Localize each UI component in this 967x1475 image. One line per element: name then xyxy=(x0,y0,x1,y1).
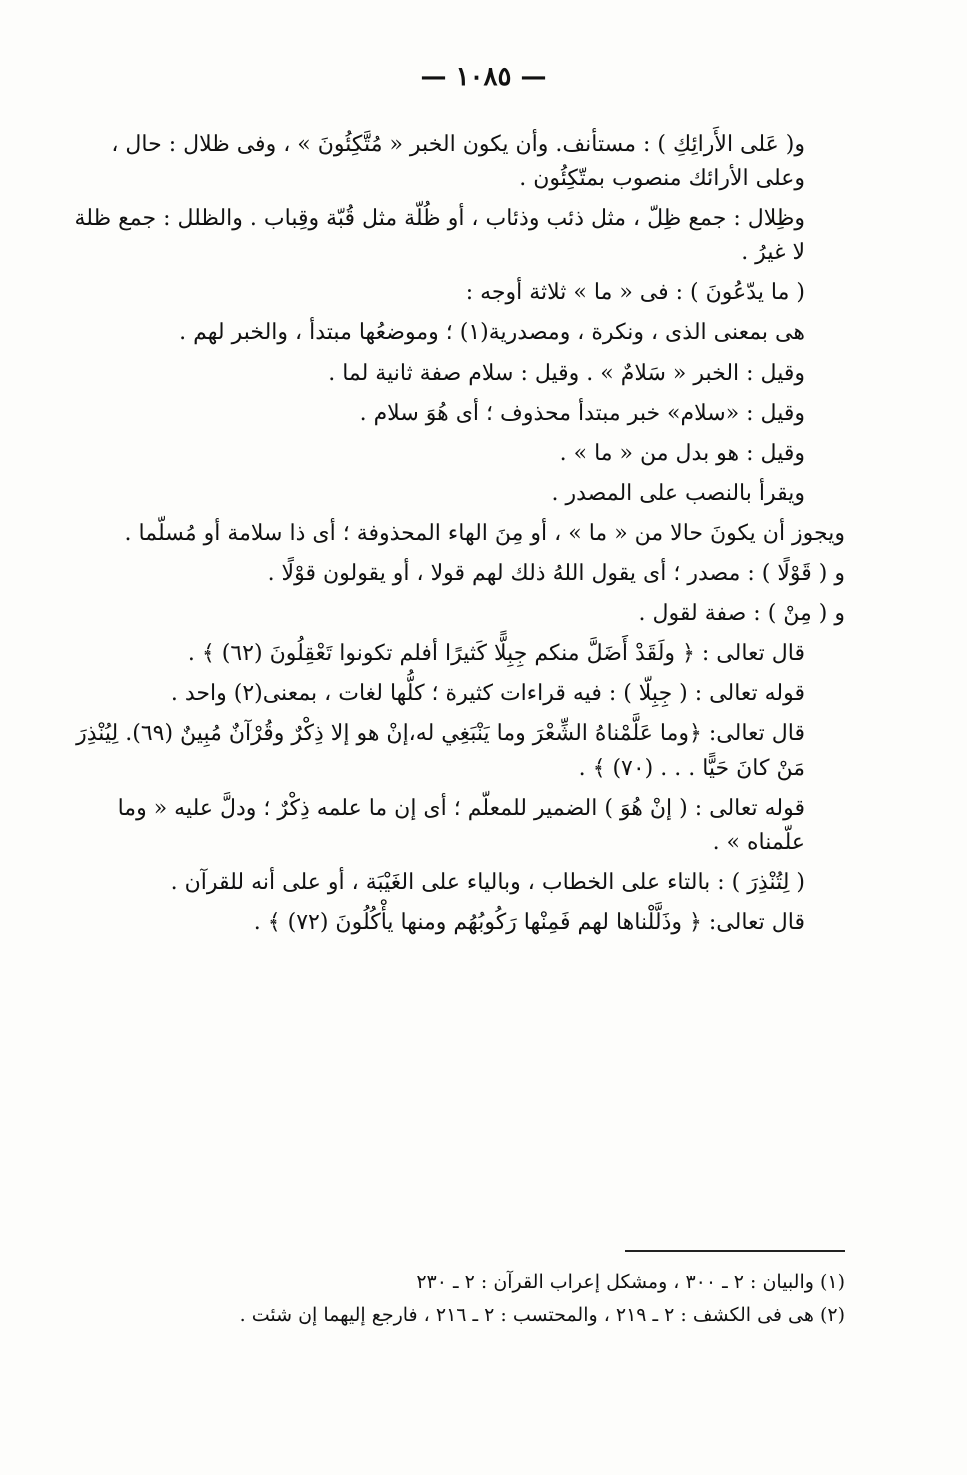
main-text xyxy=(70,128,845,940)
page-number: — ١٠٨٥ — xyxy=(420,62,547,92)
paragraph-8: ويقرأ بالنصب على المصدر . xyxy=(551,480,805,506)
paragraph-16: ( لِتُنْذِرَ ) : بالتاء على الخطاب ، وبالياء على الغَيْبَة ، أو على أنه للقرآن . xyxy=(170,869,805,895)
footnote-2: (٢) هى فى الكشف : ٢ ـ ٢١٩ ، والمحتسب : ٢ ـ ٢١٦ ، فارجع إليهما إن شئت . xyxy=(239,1304,845,1327)
footnote-separator xyxy=(625,1250,845,1252)
paragraph-4: هى بمعنى الذى ، ونكرة ، ومصدرية(١) ؛ وموضعُها مبتدأ ، والخبر لهم . xyxy=(179,320,805,346)
footnote-1: (١) والبيان : ٢ ـ ٣٠٠ ، ومشكل إعراب القرآن : ٢ ـ ٢٣٠ xyxy=(416,1271,845,1293)
paragraph-9: ويجوز أن يكونَ حالا من « ما » ، أو مِنَ الهاء المحذوفة ؛ أى ذا سلامة أو مُسلّما . xyxy=(124,520,845,546)
paragraph-13: قوله تعالى : ( جِبِلّا ) : فيه قراءات كثيرة ؛ كلُّها لغات ، بمعنى(٢) واحد . xyxy=(170,681,805,707)
footnotes xyxy=(120,1266,845,1333)
paragraph-14: قال تعالى: ﴿وما عَلَّمْناهُ الشِّعْرَ وما يَنْبَغِي له،إنْ هو إلا ذِكْرٌ وقُرْآنٌ مُبِينٌ (٦٩). لِيُنْذِرَ مَنْ كانَ حَيًّا . . . (٧٠) ﴾ . xyxy=(76,721,805,781)
paragraph-3: ( ما يدّعُونَ ) : فى « ما » ثلاثة أوجه : xyxy=(465,280,805,306)
paragraph-1: و( عَلى الأَرائِكِ ) : مستأنف. وأن يكون الخبر « مُتَّكِئُونَ » ، وفى ظلال : حال ، وعلى الأرائك منصوب بمتّكِئُون . xyxy=(111,132,805,192)
paragraph-2: وظِلال : جمع ظِلّ ، مثل ذئب وذئاب ، أو ظُلّة مثل قُبّة وقِباب . والظلل : جمع ظلة لا غيرُ . xyxy=(74,206,805,266)
paragraph-12: قال تعالى : ﴿ ولَقَدْ أَضَلَّ منكم جِبِلًّا كَثيرًا أفلم تكونوا تَعْقِلُونَ (٦٢) ﴾ . xyxy=(187,641,805,667)
paragraph-6: وقيل : «سلام» خبر مبتدأ محذوف ؛ أى هُوَ سلام . xyxy=(359,400,805,426)
paragraph-7: وقيل : هو بدل من « ما » . xyxy=(559,440,805,466)
paragraph-15: قوله تعالى : ( إنْ هُوَ ) الضمير للمعلّم ؛ أى إن ما علمه ذِكْرٌ ؛ ودلَّ عليه « وما علّمناه » . xyxy=(117,795,805,855)
paragraph-10: و ( قَوْلًا ) : مصدر ؛ أى يقول اللهُ ذلك لهم قولا ، أو يقولون قوْلًا . xyxy=(267,561,845,587)
paragraph-11: و ( مِنْ ) : صفة لقول . xyxy=(638,601,845,627)
paragraph-17: قال تعالى: ﴿ وذَلَّلْناها لهم فَمِنْها رَكُوبُهُم ومنها يأْكُلُونَ (٧٢) ﴾ . xyxy=(253,909,805,935)
paragraph-5: وقيل : الخبر « سَلامٌ » . وقيل : سلام صفة ثانية لما . xyxy=(328,360,805,386)
